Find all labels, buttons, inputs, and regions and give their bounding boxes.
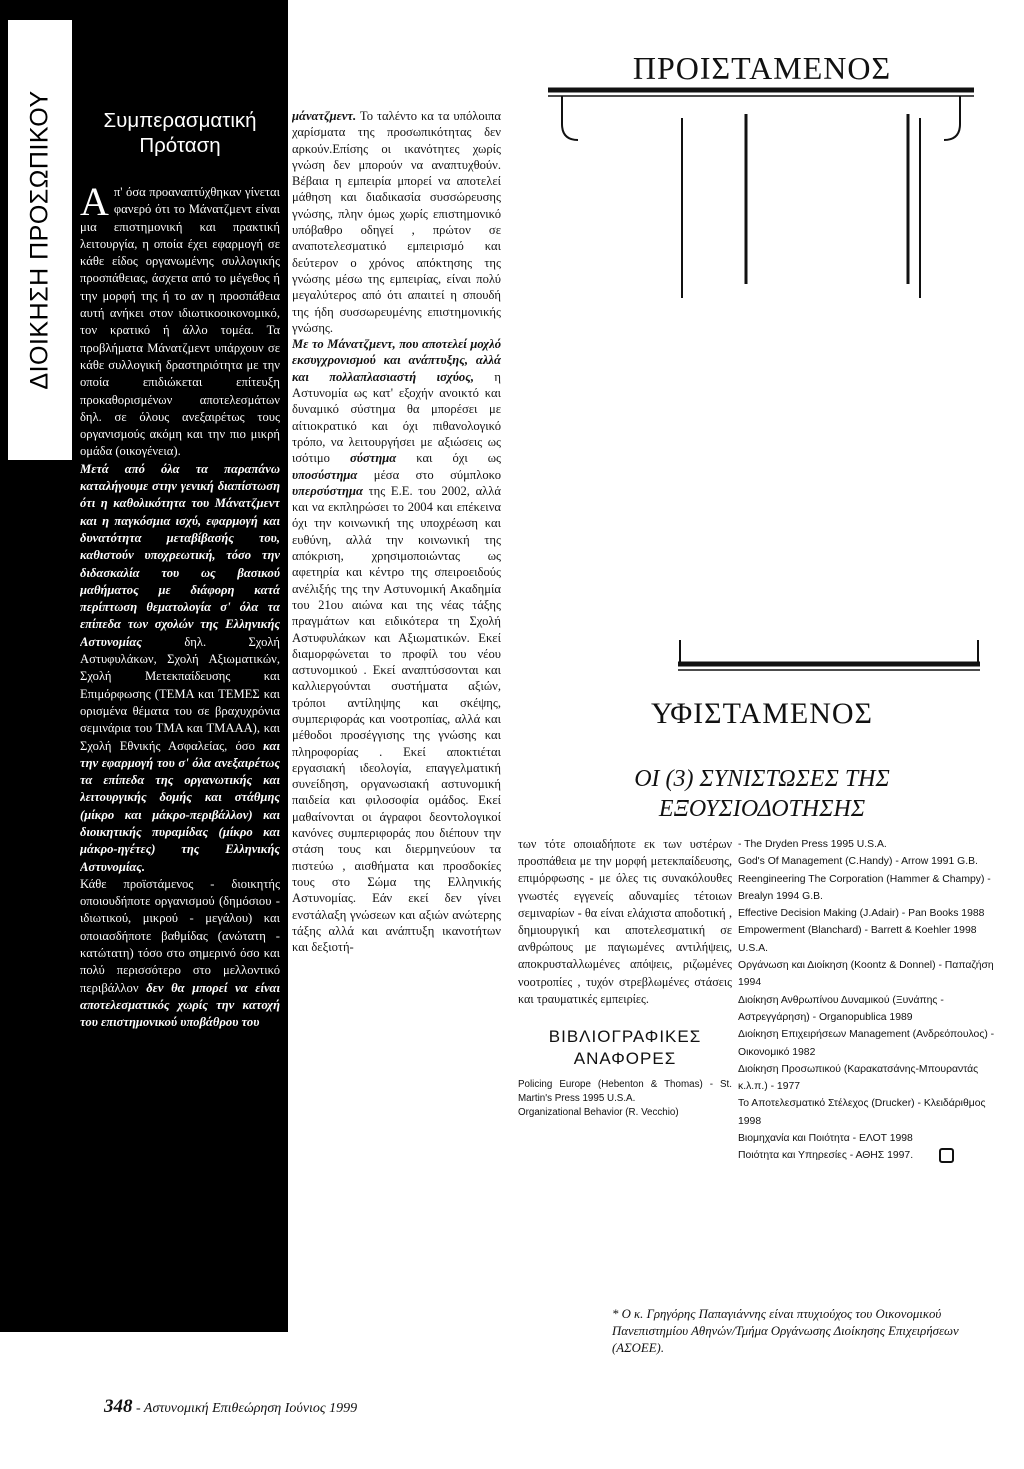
col-b-text-1: Το ταλέντο κα τα υπόλοιπα χαρίσματα της προσωπικότητας δεν αρκούν.Επίσης οι ικανότητες χωρίς γνώση δεν μπορούν να αναπτυχθούν. Βέβαια η εμπειρία μπορεί να αποτελεί μάθηση και διαδικασία συσσώρευσης γνώσης, πλην όμως χωρίς επιστημονικό υπόβαθρο οδηγεί , πρώτον σε αναποτελεσματικό εμπειρισμό και δεύτερον ο χρόνος απόκτησης της γνώσης μέσω της εμπειρίας, είναι πολύ μεγαλύτερος από ότι απαιτεί η σπουδή της ήδη συσσωρευμένης επιστημονικής γνώσης. <box>292 109 501 335</box>
author-footnote: * Ο κ. Γρηγόρης Παπαγιάννης είναι πτυχιούχος του Οικονομικού Πανεπιστημίου Αθηνών/Τμήμα Οργάνωσης Διοίκησης Επιχειρήσεων (ΑΣΟΕΕ). <box>612 1307 959 1355</box>
authority-diagram <box>532 84 992 704</box>
page-footer <box>104 1396 357 1418</box>
diagram-left-bracket <box>562 96 578 140</box>
footer-text: - Αστυνομική Επιθεώρηση Ιούνιος 1999 <box>132 1401 358 1416</box>
col-b-paragraph-2 <box>292 336 501 955</box>
reference-item: Το Αποτελεσματικό Στέλεχος (Drucker) - Κλειδάριθμος 1998 <box>738 1098 986 1127</box>
col-b-text-5: της Ε.Ε. του 2002, αλλά και να εκπληρώσει το 2004 και επέκεινα όχι την κοινωνική της υποχρέωση και ευθύνη, αλλά την κοινωνική της απόκριση, χρησιμοποιώντας ως αφετηρία και κέντρο της σπειροειδούς ανέλιξής της την Αστυνομική Ακαδημία του 21ου αιώνα και της νέας τάξης πραγμάτων και ειδικότερα τη Σχολή Αστυφυλάκων και Αξιωματικών. Εκεί διαμορφώνεται το προφίλ του νέου αστυνομικού . Εκεί αναπτύσσονται και καλλιεργούνται συστήματα αξιών, τρόποι αντίληψης και σκέψης, συμπεριφοράς και νοοτροπίας, αλλά και μέθοδοι προσέγγισης της γνώσης και πληροφορίας . Εκεί αποκτιέται εργασιακή ιδεολογία, επαγγελματική συνείδηση, οργανωσιακή αστυνομική παιδεία και φιλοσοφία ομάδος. Εκεί μαθαίνονται οι άγραφοι δεοντολογικοί κανόνες συμπεριφοράς που διέπουν την στάση τους και διερμηνεύουν τα πιστεύω , αισθήματα και προσδοκίες τους στο Σώμα της Ελληνικής Αστυνομίας. Εάν εκεί δεν γίνει ενστάλαξη γνώσεων και αξιών ανώτερης τάξης αλλά και ανάπτυξη ικανοτήτων και δεξιοτή- <box>292 483 501 955</box>
col-a-paragraph-2 <box>80 461 280 876</box>
reference-item: Policing Europe (Hebenton & Thomas) - St. Martin's Press 1995 U.S.A. <box>518 1079 732 1105</box>
reference-item: Reengineering The Corporation (Hammer & Champy) - Brealyn 1994 G.B. <box>738 873 991 902</box>
col-b-emphasis-2: Με το Μάνατζμεντ, που αποτελεί μοχλό εκσυγχρονισμού και ανάπτυξης, αλλά και πολλαπλασιαστή ισχύος, <box>292 337 501 384</box>
col-a-paragraph-3 <box>80 876 280 1032</box>
reference-item: - The Dryden Press 1995 U.S.A. <box>738 839 887 850</box>
col-b-text-4: μέσα στο σύμπλοκο <box>357 467 501 482</box>
bibliography-list-start <box>518 1078 732 1120</box>
end-of-article-icon <box>939 1148 954 1163</box>
reference-item-last <box>738 1147 1000 1164</box>
col-a-emphasis-2: και την εφαρμογή του σ' όλα ανεξαιρέτως τα επίπεδα της οργανωτικής και λειτουργικής δομής και στάθμης (μίκρο και μάκρο-περιβάλλον) και διοικητικής πυραμίδας (μίκρο και μάκρο-ηγέτες) της Ελληνικής Αστυνομίας. <box>80 738 280 874</box>
section-title: Συμπερασματική Πρόταση <box>103 109 257 157</box>
col-a-emphasis-1: Μετά από όλα τα παραπάνω καταλήγουμε στην γενική διαπίστωση ότι η καθολικότητα του Μάνατζμεντ και η παγκόσμια ισχύ, εφαρμογή και δυνατότητα μεταβίβασής του, καθιστούν υποχρεωτική, τόσο την διδασκαλία του ως βασικού μαθήματος με διάφορη κατά περίπτωση θεματολογία σ' όλα τα επίπεδα των σχολών της Ελληνικής Αστυνομίας <box>80 461 280 649</box>
col-b-emphasis-3: σύστημα <box>349 451 397 466</box>
col-b-emphasis-1: μάνατζμεντ. <box>292 109 357 123</box>
column-two <box>292 108 501 1328</box>
diagram-top-label: ΠΡΟΙΣΤΑΜΕΝΟΣ <box>632 50 892 86</box>
column-four <box>738 836 1000 1291</box>
col-b-emphasis-5: υπερσύστημα <box>292 483 363 498</box>
reference-item: Effective Decision Making (J.Adair) - Pan Books 1988 <box>738 908 985 920</box>
col-a-text-2: δηλ. Σχολή Αστυφυλάκων, Σχολή Αξιωματικών, Σχολή Μετεκπαίδευσης και Επιμόρφωσης (ΤΕΜΑ και ΤΕΜΕΣ και ορισμένα θέματα του σε βραχυχρόνια σεμινάρια του ΤΜΑ και ΤΜΑΑΑ), και Σχολή Εθνικής Ασφαλείας, όσο <box>80 634 280 753</box>
section-tab-label: ΔΙΟΙΚΗΣΗ ΠΡΟΣΩΠΙΚΟΥ <box>25 90 54 390</box>
reference-item: Empowerment (Blanchard) - Barrett & Koehler 1998 U.S.A. <box>738 925 977 954</box>
drop-cap: Α <box>80 179 109 224</box>
col-a-text-1: π' όσα προαναπτύχθηκαν γίνεται φανερό ότι το Μάνατζμεντ είναι μια επιστημονική και πρακτική λειτουργία, η οποία έχει εφαρμογή σε κάθε είδος οργανωμένης συλλογικής προσπάθειας, άσχετα από το μέγεθος ή την μορφή της ή το αν η προσπάθεια αυτή ανήκει στον ιδιωτικοοικονομικό, τον κρατικό ή άλλο τομέα. Τα προβλήματα Μάνατζμεντ υπάρχουν σε κάθε συλλογική δραστηριότητα με την οποία επιδιώκεται επίτευξη προκαθορισμένων αποτελεσμάτων δηλ. σε όλους ανεξαιρέτως τους οργανισμούς ακόμη και την πιο μικρή ομάδα (οικογένεια). <box>80 185 280 459</box>
column-one <box>80 108 280 1328</box>
diagram-subtitle: ΟΙ (3) ΣΥΝΙΣΤΩΣΕΣ ΤΗΣ ΕΞΟΥΣΙΟΔΟΤΗΣΗΣ <box>634 766 890 822</box>
reference-item: Διοίκηση Ανθρωπίνου Δυναμικού (Ξυνάπης - Αστρεγγάρηση) - Organopublica 1989 <box>738 994 944 1023</box>
column-three <box>518 836 732 1286</box>
col-b-text-3: και όχι ως <box>396 451 501 466</box>
reference-item: God's Of Management (C.Handy) - Arrow 1991 G.B. <box>738 856 978 868</box>
col-c-paragraph-1: των τότε οποιαδήποτε εκ των υστέρων προσπάθεια με την μορφή μετεκπαίδευσης, επιμόρφωσης - με όλες τις συνακόλουθες γνωστές εγγενείς αδυναμίες τέτοιων σεμιναρίων - θα είναι ελάχιστα αποδοτική , δημιουργική και αποτελεσματική σε ανθρώπους με παγιωμένες αντιλήψεις, αποκρυσταλλωμένες απόψεις, ριζωμένες νοοτροπίες , τυχόν στρεβλωμένες στάσεις και τραυματικές εμπειρίες. <box>518 837 732 1006</box>
diagram-bottom-label: ΥΦΙΣΤΑΜΕΝΟΣ <box>650 697 873 730</box>
diagram-right-bracket <box>944 96 960 140</box>
reference-item: Οργάνωση και Διοίκηση (Koontz & Donnel) - Παπαζήση 1994 <box>738 960 994 989</box>
section-tab <box>8 20 72 460</box>
reference-item-text: Ποιότητα και Υπηρεσίες - ΑΘΗΣ 1997. <box>738 1150 914 1162</box>
col-b-emphasis-4: υποσύστημα <box>292 467 358 482</box>
reference-item: Organizational Behavior (R. Vecchio) <box>518 1107 679 1119</box>
col-a-paragraph-1 <box>80 179 280 461</box>
col-b-text-2: η Αστυνομία ως κατ' εξοχήν ανοικτό και δυναμικό σύστημα θα μπορέσει με αίτιοκρατικό και όχι πιθανολογικό τρόπο, να λειτουργήσει με αξιώσεις ως ισότιμο <box>292 369 501 466</box>
reference-item: Διοίκηση Επιχειρήσεων Management (Ανδρεόπουλος) - Οικονομικό 1982 <box>738 1029 995 1058</box>
page-number: 348 <box>104 1396 133 1417</box>
col-a-emphasis-3: δεν θα μπορεί να είναι αποτελεσματικός χωρίς την κατοχή του επιστημονικού υποβάθρου του <box>80 980 280 1030</box>
col-a-text-3: Κάθε προϊστάμενος - διοικητής οποιουδήποτε οργανισμού (δημόσιου - ιδιωτικού, μικρού - μεγάλου) και οποιασδήποτε βαθμίδας (ανώτατη - κατώτατη) τόσο στο σημερινό όσο και πολύ περισσότερο στο μελλοντικό περιβάλλον <box>80 876 280 995</box>
bibliography-title: ΒΙΒΛΙΟΓΡΑΦΙΚΕΣ ΑΝΑΦΟΡΕΣ <box>548 1027 702 1069</box>
reference-item: Βιομηχανία και Ποιότητα - ΕΛΟΤ 1998 <box>738 1133 913 1145</box>
col-b-paragraph-1 <box>292 108 501 336</box>
reference-item: Διοίκηση Προσωπικού (Καρακατσάνης-Μπουραντάς κ.λ.π.) - 1977 <box>738 1063 979 1093</box>
